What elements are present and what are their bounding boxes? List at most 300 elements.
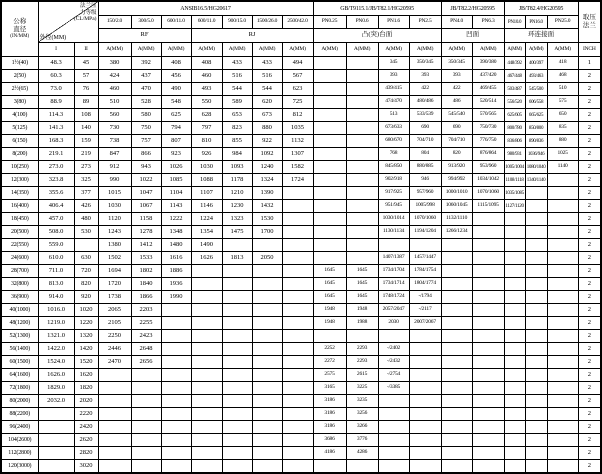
cell-PN6.3: 570/565: [472, 109, 504, 122]
cell-600/11.0 RJ: 1030: [191, 161, 222, 174]
cell-PN1.6: -/2754: [378, 369, 409, 382]
cell-PN16.0: [525, 187, 547, 200]
cell-PN0.25: 1645: [313, 265, 346, 278]
cell-600/11.0 RF: 1143: [161, 200, 191, 213]
cell-PN16.0: [525, 395, 547, 408]
cell-PN10.0: [504, 252, 525, 265]
cell-PN16.0: 1036/946: [525, 148, 547, 161]
cell-PN16.0: [525, 226, 547, 239]
cell-PN2.5: [409, 382, 441, 395]
table-row: [1, 252, 601, 265]
cell-2500/42.0: [282, 304, 313, 317]
table-row: [1, 330, 601, 343]
cell-300/5.0: 1278: [131, 226, 161, 239]
cell-600/11.0 RJ: [191, 304, 222, 317]
cell-PN25.0: 650: [547, 109, 578, 122]
cell-外径I: 1626.0: [38, 369, 74, 382]
cell-外径II: [74, 239, 98, 252]
cell-PN25.0: 510: [547, 83, 578, 96]
cell-PN0.6: [346, 57, 378, 70]
cell-300/5.0: 580: [131, 109, 161, 122]
cell-150/2.0: 510: [98, 96, 131, 109]
cell-900/15.0: [222, 265, 252, 278]
cell-300/5.0: 1866: [131, 291, 161, 304]
cell-PN25.0: [547, 356, 578, 369]
cell-PN0.6: [346, 330, 378, 343]
cell-INCH: 2: [578, 174, 601, 187]
cell-2500/42.0: 1307: [282, 148, 313, 161]
unit-a-mm: A(MM): [98, 43, 131, 57]
cell-1500/26.0: [252, 460, 282, 474]
unit-row: [1, 43, 601, 57]
cell-600/11.0 RJ: 1490: [191, 239, 222, 252]
cell-2500/42.0: [282, 187, 313, 200]
cell-PN4.0: [441, 265, 472, 278]
cell-PN0.6: 3266: [346, 421, 378, 434]
cell-外径I: 1016.0: [38, 304, 74, 317]
cell-150/2.0: [98, 447, 131, 460]
cell-PN25.0: 1025: [547, 148, 578, 161]
class-1500: 1500/26.0: [252, 16, 282, 29]
cell-PN4.0: 1000/1010: [441, 187, 472, 200]
cell-PN0.6: [346, 96, 378, 109]
cell-外径I: 141.3: [38, 122, 74, 135]
cell-PN10.0: 1005/1004: [504, 161, 525, 174]
cell-900/15.0: 433: [222, 57, 252, 70]
cell-1500/26.0: 544: [252, 83, 282, 96]
cell-外径I: [38, 434, 74, 447]
table-row: [1, 369, 601, 382]
cell-INCH: 2: [578, 135, 601, 148]
cell-PN1.6: 1734/1714: [378, 278, 409, 291]
cell-PN10.0: 800/780: [504, 122, 525, 135]
cell-150/2.0: 560: [98, 109, 131, 122]
class-pn160: PN16.0: [525, 16, 547, 29]
unit-a-mm: A(MM): [547, 43, 578, 57]
cell-PN25.0: [547, 343, 578, 356]
cell-INCH: 2: [578, 187, 601, 200]
cell-PN1.6: 345: [378, 57, 409, 70]
cell-PN16.0: 1340/1140: [525, 174, 547, 187]
cell-PN0.25: [313, 148, 346, 161]
cell-PN0.25: 2252: [313, 343, 346, 356]
cell-PN2.5: 1784/1754: [409, 265, 441, 278]
cell-外径I: [38, 421, 74, 434]
cell-600/11.0 RF: [161, 330, 191, 343]
cell-900/15.0: [222, 408, 252, 421]
cell-1500/26.0: [252, 408, 282, 421]
table-row: [1, 291, 601, 304]
cell-900/15.0: [222, 330, 252, 343]
cell-PN10.0: 1127/1120: [504, 200, 525, 213]
cell-PN10.0: 625/605: [504, 109, 525, 122]
cell-150/2.0: 738: [98, 135, 131, 148]
cell-PN25.0: [547, 460, 578, 474]
cell-600/11.0 RF: [161, 460, 191, 474]
nominal-diameter-header: [1, 1, 38, 57]
cell-300/5.0: [131, 447, 161, 460]
cell-PN6.3: 876/864: [472, 148, 504, 161]
cell-公称直径: 5(125): [1, 122, 38, 135]
cell-PN0.25: [313, 226, 346, 239]
cell-1500/26.0: 673: [252, 109, 282, 122]
cell-150/2.0: 1380: [98, 239, 131, 252]
cell-600/11.0 RJ: [191, 408, 222, 421]
cell-PN10.0: [504, 395, 525, 408]
cell-INCH: 2: [578, 122, 601, 135]
cell-INCH: 2: [578, 343, 601, 356]
cell-150/2.0: [98, 382, 131, 395]
cell-1500/26.0: [252, 317, 282, 330]
cell-600/11.0 RF: 1936: [161, 278, 191, 291]
cell-PN6.3: [472, 226, 504, 239]
cell-150/2.0: 730: [98, 122, 131, 135]
cell-300/5.0: 866: [131, 148, 161, 161]
cell-PN16.0: [525, 304, 547, 317]
cell-PN0.6: 3256: [346, 408, 378, 421]
cell-600/11.0 RF: [161, 434, 191, 447]
cell-900/15.0: [222, 369, 252, 382]
cell-900/15.0: [222, 447, 252, 460]
cell-600/11.0 RF: 1616: [161, 252, 191, 265]
cell-PN4.0: [441, 330, 472, 343]
cell-PN0.25: 3686: [313, 434, 346, 447]
cell-2500/42.0: [282, 213, 313, 226]
cell-900/15.0: 1475: [222, 226, 252, 239]
cell-PN0.25: 3165: [313, 382, 346, 395]
cell-PN16.0: 890/836: [525, 135, 547, 148]
cell-外径I: 610.0: [38, 252, 74, 265]
od-col-2: II: [74, 43, 98, 57]
cell-PN16.0: [525, 421, 547, 434]
cell-PN6.3: 776/750: [472, 135, 504, 148]
cell-INCH: 2: [578, 96, 601, 109]
cell-INCH: 2: [578, 278, 601, 291]
cell-600/11.0 RJ: 493: [191, 83, 222, 96]
face-ring-joint: 环连接面: [504, 29, 578, 43]
cell-PN25.0: 575: [547, 96, 578, 109]
face-rj: RJ: [191, 29, 313, 43]
cell-150/2.0: 1720: [98, 278, 131, 291]
cell-PN6.3: [472, 291, 504, 304]
cell-外径I: [38, 447, 74, 460]
unit-inch: INCH: [578, 43, 601, 57]
cell-外径I: 457.0: [38, 213, 74, 226]
cell-PN0.6: 3776: [346, 434, 378, 447]
cell-600/11.0 RJ: 1626: [191, 252, 222, 265]
table-row: [1, 226, 601, 239]
cell-外径I: 406.4: [38, 200, 74, 213]
cell-150/2.0: 1120: [98, 213, 131, 226]
cell-PN0.25: 1948: [313, 317, 346, 330]
cell-PN10.0: [504, 304, 525, 317]
cell-150/2.0: [98, 460, 131, 474]
cell-PN4.0: 913/920: [441, 161, 472, 174]
cell-PN10.0: [504, 382, 525, 395]
cell-300/5.0: 392: [131, 57, 161, 70]
cell-PN0.25: 1645: [313, 278, 346, 291]
cell-外径II: 108: [74, 109, 98, 122]
cell-公称直径: 80(2000): [1, 395, 38, 408]
cell-外径II: 219: [74, 148, 98, 161]
cell-300/5.0: 750: [131, 122, 161, 135]
cell-PN6.3: 390/380: [472, 57, 504, 70]
cell-2500/42.0: 567: [282, 70, 313, 83]
cell-PN0.6: [346, 135, 378, 148]
cell-INCH: 2: [578, 252, 601, 265]
cell-1500/26.0: 1324: [252, 174, 282, 187]
cell-900/15.0: 855: [222, 135, 252, 148]
cell-PN0.6: [346, 200, 378, 213]
cell-PN25.0: [547, 213, 578, 226]
cell-PN0.6: 2293: [346, 356, 378, 369]
cell-PN16.0: [525, 447, 547, 460]
cell-PN4.0: 422: [441, 83, 472, 96]
cell-PN1.6: 768: [378, 148, 409, 161]
cell-PN6.3: 520/514: [472, 96, 504, 109]
table-row: [1, 265, 601, 278]
cell-600/11.0 RF: 1085: [161, 174, 191, 187]
cell-600/11.0 RJ: [191, 460, 222, 474]
cell-外径II: 426: [74, 200, 98, 213]
cell-公称直径: 3(80): [1, 96, 38, 109]
cell-INCH: 2: [578, 265, 601, 278]
cell-外径I: [38, 460, 74, 474]
cell-外径I: 1829.0: [38, 382, 74, 395]
cell-PN10.0: [504, 408, 525, 421]
unit-a-mm: A(MM): [252, 43, 282, 57]
cell-900/15.0: [222, 304, 252, 317]
cell-900/15.0: 516: [222, 70, 252, 83]
cell-PN0.25: [313, 83, 346, 96]
cell-公称直径: 120(3000): [1, 460, 38, 474]
cell-PN0.25: [313, 239, 346, 252]
cell-PN0.25: 1948: [313, 304, 346, 317]
cell-900/15.0: [222, 356, 252, 369]
cell-900/15.0: 1210: [222, 187, 252, 200]
cell-公称直径: 32(800): [1, 278, 38, 291]
cell-2500/42.0: [282, 369, 313, 382]
cell-INCH: 2: [578, 395, 601, 408]
cell-INCH: 2: [578, 213, 601, 226]
cell-PN6.3: [472, 369, 504, 382]
cell-INCH: 2: [578, 239, 601, 252]
cell-1500/26.0: 1240: [252, 161, 282, 174]
class-pn40: PN4.0: [441, 16, 472, 29]
cell-PN2.5: 422: [409, 83, 441, 96]
cell-公称直径: 2½(65): [1, 83, 38, 96]
cell-2500/42.0: [282, 239, 313, 252]
cell-900/15.0: [222, 395, 252, 408]
cell-外径II: 1220: [74, 317, 98, 330]
cell-600/11.0 RF: 490: [161, 83, 191, 96]
cell-1500/26.0: 922: [252, 135, 282, 148]
cell-PN0.6: 3225: [346, 382, 378, 395]
cell-PN4.0: [441, 408, 472, 421]
cell-PN0.6: 1645: [346, 278, 378, 291]
cell-PN6.3: 953/960: [472, 161, 504, 174]
cell-600/11.0 RF: 1480: [161, 239, 191, 252]
cell-600/11.0 RJ: [191, 382, 222, 395]
cell-150/2.0: [98, 408, 131, 421]
unit-a-mm: A(MM): [472, 43, 504, 57]
class-pn100: PN10.0: [504, 16, 525, 29]
cell-公称直径: 48(1200): [1, 317, 38, 330]
cell-600/11.0 RJ: [191, 330, 222, 343]
cell-外径II: 159: [74, 135, 98, 148]
cell-PN6.3: [472, 408, 504, 421]
cell-PN0.25: [313, 122, 346, 135]
cell-外径II: 1620: [74, 369, 98, 382]
cell-2500/42.0: [282, 408, 313, 421]
cell-外径I: 711.0: [38, 265, 74, 278]
cell-INCH: 2: [578, 226, 601, 239]
cell-150/2.0: 912: [98, 161, 131, 174]
table-row: [1, 161, 601, 174]
cell-外径II: 630: [74, 252, 98, 265]
cell-300/5.0: 1533: [131, 252, 161, 265]
cell-PN16.0: 850/800: [525, 122, 547, 135]
cell-PN16.0: [525, 317, 547, 330]
cell-1500/26.0: [252, 304, 282, 317]
cell-PN2.5: 1005/998: [409, 200, 441, 213]
cell-PN25.0: 418: [547, 57, 578, 70]
cell-300/5.0: 1022: [131, 174, 161, 187]
cell-2500/42.0: [282, 382, 313, 395]
cell-150/2.0: [98, 434, 131, 447]
cell-PN6.3: [472, 421, 504, 434]
table-row: [1, 434, 601, 447]
cell-PN1.6: -/2432: [378, 356, 409, 369]
cell-150/2.0: 990: [98, 174, 131, 187]
cell-INCH: 2: [578, 434, 601, 447]
class-pn63: PN6.3: [472, 16, 504, 29]
cell-PN10.0: 980/931: [504, 148, 525, 161]
table-row: [1, 109, 601, 122]
cell-PN6.3: [472, 239, 504, 252]
cell-公称直径: 8(200): [1, 148, 38, 161]
cell-PN25.0: [547, 239, 578, 252]
cell-600/11.0 RJ: 408: [191, 57, 222, 70]
cell-2500/42.0: 1582: [282, 161, 313, 174]
cell-300/5.0: [131, 408, 161, 421]
cell-PN25.0: [547, 369, 578, 382]
cell-公称直径: 2(50): [1, 70, 38, 83]
cell-PN0.25: [313, 96, 346, 109]
cell-300/5.0: 2255: [131, 317, 161, 330]
class-900: 900/15.0: [222, 16, 252, 29]
cell-1500/26.0: [252, 447, 282, 460]
cell-PN1.6: [378, 330, 409, 343]
cell-600/11.0 RJ: [191, 421, 222, 434]
cell-外径II: 45: [74, 57, 98, 70]
cell-PN25.0: [547, 174, 578, 187]
cell-300/5.0: 1158: [131, 213, 161, 226]
cell-INCH: 1: [578, 57, 601, 70]
standard-jb4: JB/T82.4/HG20595: [504, 1, 578, 16]
cell-900/15.0: [222, 239, 252, 252]
cell-PN0.25: [313, 200, 346, 213]
cell-150/2.0: 1015: [98, 187, 131, 200]
cell-PN16.0: [525, 252, 547, 265]
cell-公称直径: 52(1300): [1, 330, 38, 343]
cell-PN1.6: 902/918: [378, 174, 409, 187]
cell-INCH: 2: [578, 330, 601, 343]
cell-PN10.0: [504, 330, 525, 343]
cell-1500/26.0: [252, 369, 282, 382]
class-pn250: PN25.0: [547, 16, 578, 29]
cell-外径II: 76: [74, 83, 98, 96]
cell-PN25.0: [547, 421, 578, 434]
cell-1500/26.0: 516: [252, 70, 282, 83]
od-col-1: I: [38, 43, 74, 57]
cell-PN0.6: [346, 239, 378, 252]
cell-1500/26.0: [252, 421, 282, 434]
cell-INCH: 2: [578, 460, 601, 474]
cell-外径I: 2032.0: [38, 395, 74, 408]
cell-PN2.5: [409, 421, 441, 434]
cell-2500/42.0: [282, 343, 313, 356]
cell-INCH: 2: [578, 200, 601, 213]
cell-INCH: 2: [578, 304, 601, 317]
cell-PN25.0: [547, 200, 578, 213]
cell-PN0.6: [346, 226, 378, 239]
cell-外径I: 355.6: [38, 187, 74, 200]
cell-2500/42.0: 1035: [282, 122, 313, 135]
cell-300/5.0: 757: [131, 135, 161, 148]
cell-外径II: 2220: [74, 408, 98, 421]
cell-PN10.0: [504, 460, 525, 474]
cell-外径II: 2620: [74, 434, 98, 447]
cell-PN6.3: [472, 382, 504, 395]
cell-PN25.0: [547, 265, 578, 278]
cell-PN0.6: [346, 148, 378, 161]
cell-600/11.0 RF: 625: [161, 109, 191, 122]
cell-PN16.0: [525, 200, 547, 213]
cell-PN10.0: [504, 369, 525, 382]
cell-PN2.5: [409, 447, 441, 460]
cell-PN0.6: [346, 70, 378, 83]
cell-INCH: 2: [578, 70, 601, 83]
cell-外径II: 140: [74, 122, 98, 135]
cell-INCH: 2: [578, 408, 601, 421]
cell-外径I: 60.3: [38, 70, 74, 83]
cell-PN0.6: [346, 83, 378, 96]
table-row: [1, 57, 601, 70]
cell-外径I: 88.9: [38, 96, 74, 109]
cell-150/2.0: 1502: [98, 252, 131, 265]
cell-PN16.0: [525, 382, 547, 395]
table-row: [1, 213, 601, 226]
cell-2500/42.0: 1132: [282, 135, 313, 148]
cell-PN25.0: [547, 447, 578, 460]
cell-PN1.6: 845/850: [378, 161, 409, 174]
cell-PN2.5: 804: [409, 148, 441, 161]
table-row: [1, 83, 601, 96]
cell-PN16.0: [525, 265, 547, 278]
cell-1500/26.0: 1530: [252, 213, 282, 226]
cell-PN16.0: [525, 343, 547, 356]
cell-公称直径: 12(300): [1, 174, 38, 187]
pressure-grade-label: 法兰压 力等级 (CL/MPa): [73, 3, 97, 23]
cell-900/15.0: 1323: [222, 213, 252, 226]
cell-PN10.0: 448/392: [504, 57, 525, 70]
cell-公称直径: 24(600): [1, 252, 38, 265]
cell-900/15.0: [222, 343, 252, 356]
cell-PN4.0: [441, 317, 472, 330]
cell-PN10.0: 556/520: [504, 96, 525, 109]
cell-150/2.0: [98, 369, 131, 382]
